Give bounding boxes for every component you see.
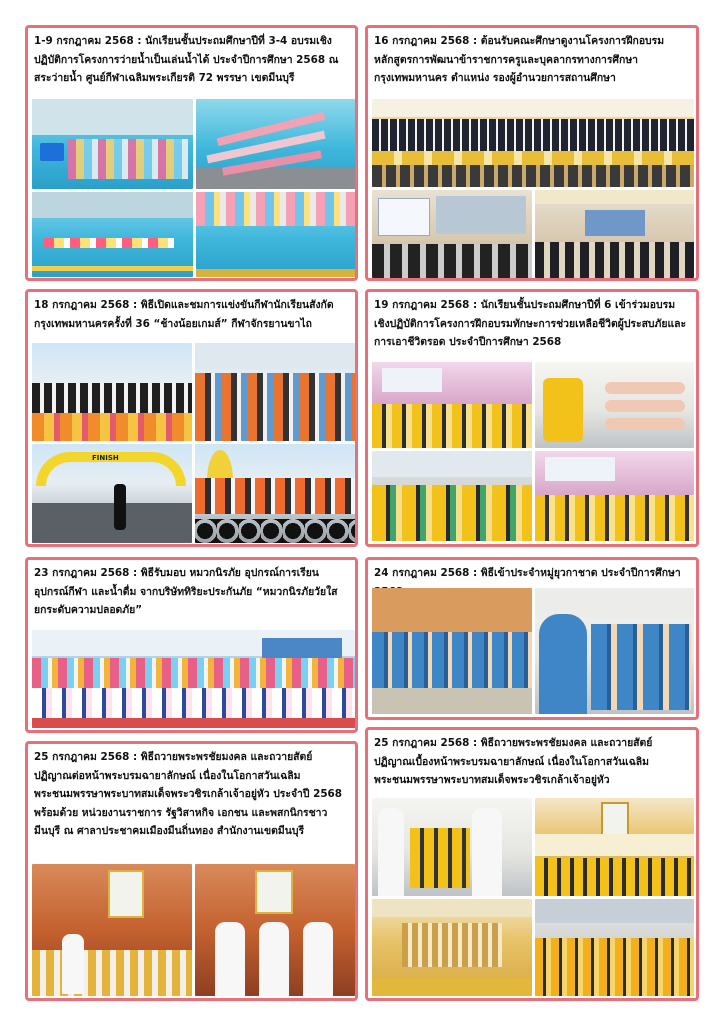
card-sports xyxy=(25,289,358,547)
photo-cpr-students xyxy=(535,451,694,541)
caption-swimming: 1-9 กรกฎาคม 2568 : นักเรียนชั้นประถมศึกษาปีที่ 3-4 อบรมเชิงปฏิบัติการโครงการว่ายน้ำเป็นเล่นน้ำได้ ประจำปีการศึกษา 2568 ณ สระว่ายน้ำ ศูนย์กีฬาเฉลิมพระเกียรติ 72 พรรษา เขตมีนบุรี xyxy=(34,35,339,84)
caption-ceremony-district: 25 กรกฎาคม 2568 : พิธีถวายพระพรชัยมงคล และถวายสัตย์ปฏิญาณต่อหน้าพระบรมฉายาลักษณ์ เนื่องในโอกาสวันเฉลิมพระชนมพรรษาพระบาทสมเด็จพระวชิรเกล้าเจ้าอยู่หัว ประจำปี 2568 พร้อมด้วย หน่วยงานราชการ รัฐวิสาหกิจ เอกชน และพสกนิกรชาวมีนบุรี ณ ศาลาประชาคมเมืองมีนถิ่นทอง สำนักงานเขตมีนบุรี xyxy=(34,751,343,837)
caption-helmets: 23 กรกฎาคม 2568 : พิธีรับมอบ หมวกนิรภัย อุปกรณ์การเรียน อุปกรณ์กีฬา และน้ำดื่ม จากบริษัททิริยะประกันภัย “หมวกนิรภัยวัยใส ยกระดับความปลอดภัย” xyxy=(34,567,338,616)
photo-school-altar xyxy=(372,899,532,996)
photo-visit-group xyxy=(372,99,694,187)
card-ceremony-district xyxy=(25,741,358,1001)
card-lifesaving xyxy=(365,289,699,547)
photo-swim-4 xyxy=(196,192,357,277)
photo-swim-1 xyxy=(32,99,193,189)
card-helmets xyxy=(25,557,358,733)
photo-sports-opening xyxy=(32,343,192,441)
photo-redcross-salute xyxy=(535,588,694,714)
photo-redcross-line xyxy=(372,588,532,714)
photo-visit-meeting xyxy=(372,190,532,278)
photo-district-officials xyxy=(195,864,355,996)
caption-redcross: 24 กรกฎาคม 2568 : พิธีเข้าประจำหมู่ยุวกาชาด ประจำปีการศึกษา xyxy=(374,567,681,579)
photo-visit-hall xyxy=(535,190,694,278)
photo-sports-bikes xyxy=(195,444,355,543)
photo-sports-finish xyxy=(32,444,192,543)
card-swimming xyxy=(25,25,358,281)
caption-lifesaving: 19 กรกฎาคม 2568 : นักเรียนชั้นประถมศึกษาปีที่ 6 เข้าร่วมอบรมเชิงปฏิบัติการโครงการฝึกอบรมทักษะการช่วยเหลือชีวิตผู้ประสบภัยและการเอาชีวิตรอด ประจำปีการศึกษา 2568 xyxy=(374,299,687,348)
photo-school-assembly xyxy=(535,899,694,996)
photo-school-oath xyxy=(372,798,532,896)
photo-cpr-dummies xyxy=(535,362,694,448)
card-redcross xyxy=(365,557,699,720)
caption-study-visit: 16 กรกฎาคม 2568 : ต้อนรับคณะศึกษาดูงานโครงการฝึกอบรมหลักสูตรการพัฒนาข้าราชการครูและบุคลากรทางการศึกษา กรุงเทพมหานคร ตำแหน่ง รองผู้อำนวยการสถานศึกษา xyxy=(374,35,665,84)
card-ceremony-school xyxy=(365,727,699,1001)
photo-swim-2 xyxy=(196,99,357,189)
photo-cpr-practice xyxy=(372,451,532,541)
photo-swim-3 xyxy=(32,192,193,277)
photo-cpr-hall xyxy=(372,362,532,448)
caption-ceremony-school: 25 กรกฎาคม 2568 : พิธีถวายพระพรชัยมงคล และถวายสัตย์ปฏิญาณเบื้องหน้าพระบรมฉายาลักษณ์ เนื่องในโอกาสวันเฉลิมพระชนมพรรษาพระบาทสมเด็จพระวชิรเกล้าเจ้าอยู่หัว xyxy=(374,737,653,786)
caption-sports: 18 กรกฎาคม 2568 : พิธีเปิดและชมการแข่งขันกีฬานักเรียนสังกัดกรุงเทพมหานครครั้งที่ 36 “ช้างน้อยเกมส์” กีฬาจักรยานขาไถ xyxy=(34,299,334,330)
photo-helmet-group xyxy=(32,630,355,728)
photo-school-stage xyxy=(535,798,694,896)
photo-sports-crowd xyxy=(195,343,355,441)
finish-banner-text: FINISH xyxy=(92,454,119,462)
photo-district-altar xyxy=(32,864,192,996)
card-study-visit xyxy=(365,25,699,281)
